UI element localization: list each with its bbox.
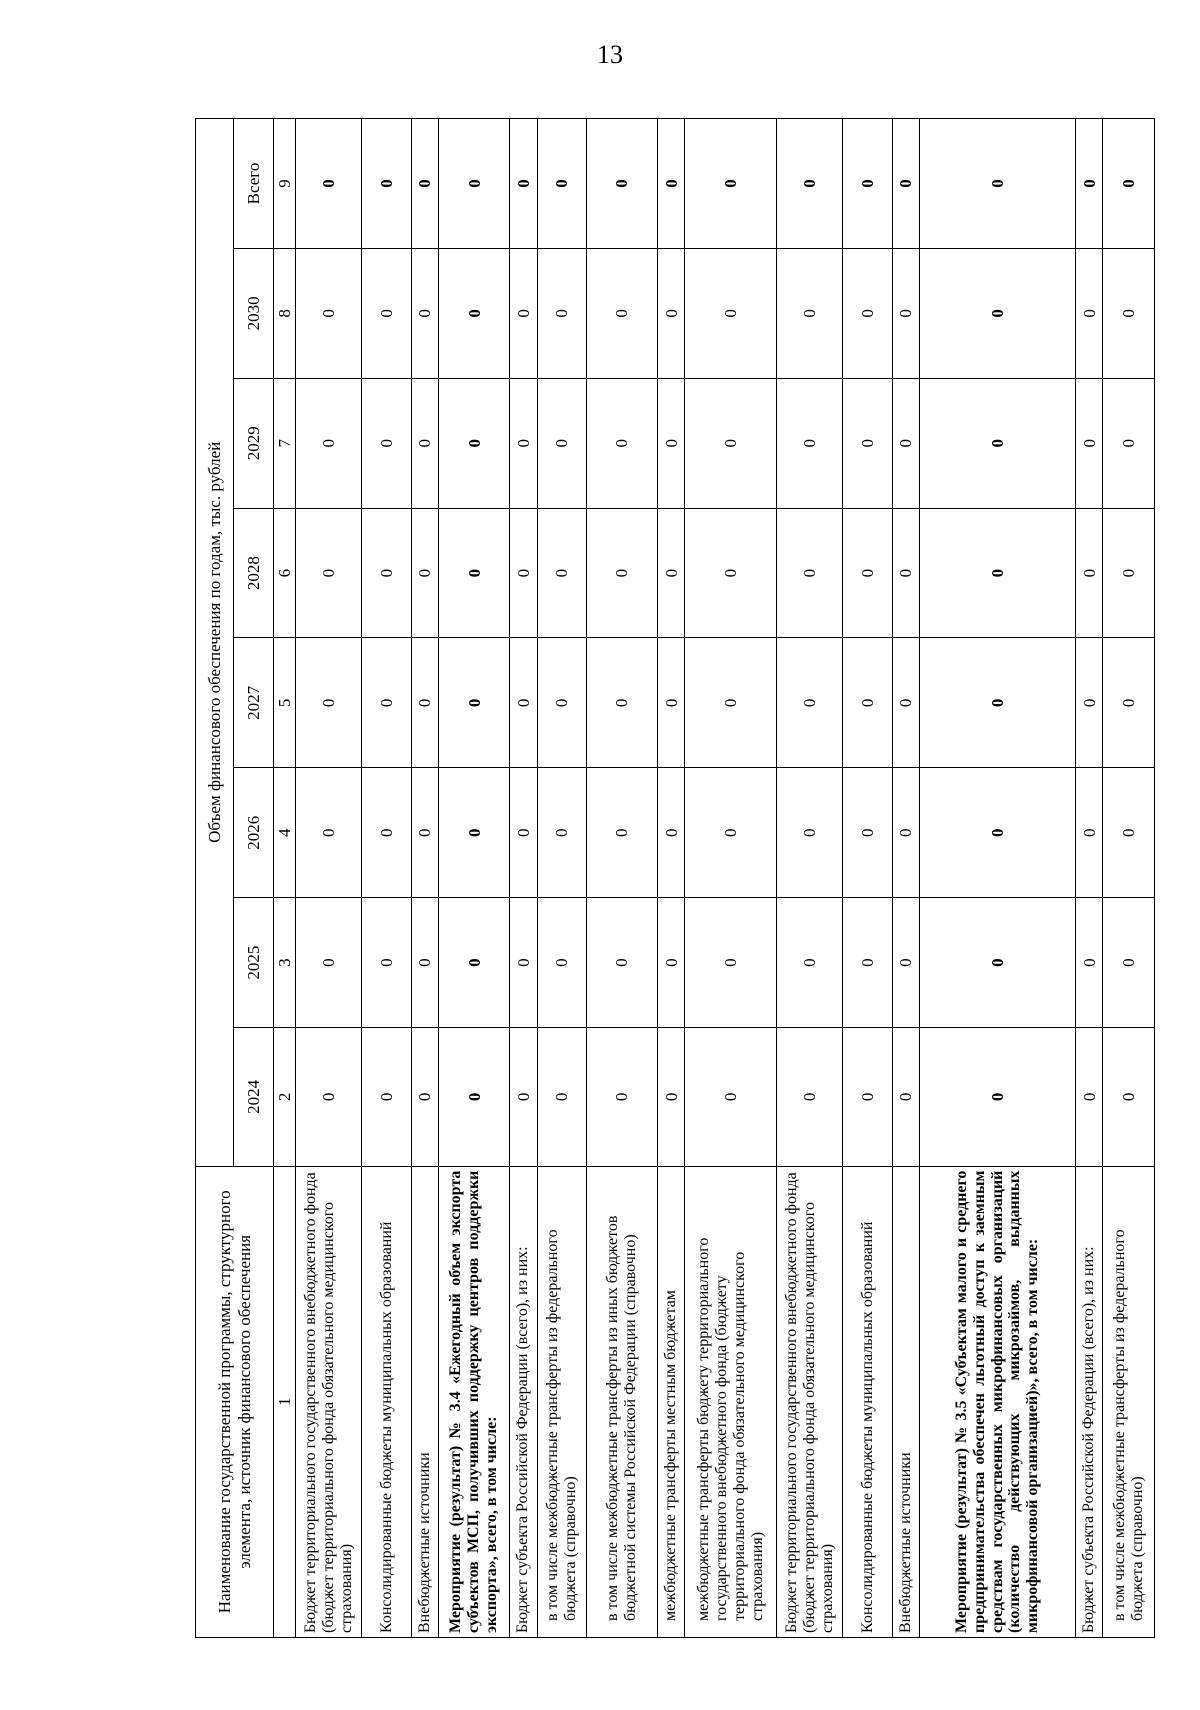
value-cell: 0 <box>685 378 777 508</box>
value-cell: 0 <box>685 768 777 898</box>
value-cell: 0 <box>411 378 438 508</box>
row-name: межбюджетные трансферты бюджету территориального государственного внебюджетного фонда (бюджету территориального фонда обязательного медицинского страхования) <box>685 1166 777 1637</box>
value-cell: 0 <box>439 508 510 638</box>
total-cell: 0 <box>586 119 657 249</box>
value-cell: 0 <box>296 378 362 508</box>
header-year: 2026 <box>234 768 274 898</box>
value-cell: 0 <box>586 638 657 768</box>
value-cell: 0 <box>1103 248 1155 378</box>
table-row <box>920 119 1076 1638</box>
table-row <box>510 119 537 1638</box>
value-cell: 0 <box>362 1028 411 1167</box>
value-cell: 0 <box>510 768 537 898</box>
value-cell: 0 <box>685 248 777 378</box>
row-name: Мероприятие (результат) № 3.5 «Субъектам малого и среднего предпринимательства обеспечен льготный доступ к заемным средствам государственных микрофинансовых организаций (количество действующих микрозаймов, выданных микрофинансовой организацией)», всего, в том числе: <box>920 1166 1076 1637</box>
header-name-cell: Наименование государственной программы, структурного элемента, источник финансового обеспечения <box>196 1166 274 1637</box>
value-cell: 0 <box>920 248 1076 378</box>
column-number: 6 <box>274 508 296 638</box>
column-number: 4 <box>274 768 296 898</box>
total-cell: 0 <box>439 119 510 249</box>
value-cell: 0 <box>657 1028 684 1167</box>
value-cell: 0 <box>1075 898 1102 1028</box>
value-cell: 0 <box>892 898 919 1028</box>
value-cell: 0 <box>362 248 411 378</box>
value-cell: 0 <box>1103 378 1155 508</box>
value-cell: 0 <box>439 378 510 508</box>
row-name: Консолидированные бюджеты муниципальных образований <box>362 1166 411 1637</box>
total-cell: 0 <box>920 119 1076 249</box>
value-cell: 0 <box>537 1028 586 1167</box>
value-cell: 0 <box>362 378 411 508</box>
value-cell: 0 <box>439 898 510 1028</box>
table-row <box>537 119 586 1638</box>
value-cell: 0 <box>586 898 657 1028</box>
value-cell: 0 <box>1075 248 1102 378</box>
page-number: 13 <box>597 40 623 69</box>
row-name: Консолидированные бюджеты муниципальных образований <box>843 1166 892 1637</box>
column-number: 2 <box>274 1028 296 1167</box>
value-cell: 0 <box>1075 768 1102 898</box>
value-cell: 0 <box>685 508 777 638</box>
value-cell: 0 <box>657 768 684 898</box>
value-cell: 0 <box>1103 508 1155 638</box>
value-cell: 0 <box>1103 638 1155 768</box>
value-cell: 0 <box>920 378 1076 508</box>
value-cell: 0 <box>843 638 892 768</box>
value-cell: 0 <box>843 378 892 508</box>
value-cell: 0 <box>776 898 842 1028</box>
value-cell: 0 <box>411 638 438 768</box>
header-year: 2028 <box>234 508 274 638</box>
value-cell: 0 <box>537 898 586 1028</box>
total-cell: 0 <box>776 119 842 249</box>
header-year: 2027 <box>234 638 274 768</box>
total-cell: 0 <box>892 119 919 249</box>
row-name: в том числе межбюджетные трансферты из федерального бюджета (справочно) <box>537 1166 586 1637</box>
value-cell: 0 <box>439 638 510 768</box>
header-year: 2025 <box>234 898 274 1028</box>
value-cell: 0 <box>411 248 438 378</box>
value-cell: 0 <box>892 638 919 768</box>
total-cell: 0 <box>510 119 537 249</box>
total-cell: 0 <box>1103 119 1155 249</box>
table-row <box>685 119 777 1638</box>
value-cell: 0 <box>1103 898 1155 1028</box>
value-cell: 0 <box>657 638 684 768</box>
value-cell: 0 <box>892 1028 919 1167</box>
table-row <box>1075 119 1102 1638</box>
column-number: 1 <box>274 1166 296 1637</box>
table-row <box>586 119 657 1638</box>
row-name: межбюджетные трансферты местным бюджетам <box>657 1166 684 1637</box>
value-cell: 0 <box>1075 638 1102 768</box>
value-cell: 0 <box>411 768 438 898</box>
header-volume-cell: Объем финансового обеспечения по годам, тыс. рублей <box>196 119 234 1167</box>
financing-table <box>195 118 1155 1638</box>
row-name: Бюджет субъекта Российской Федерации (всего), из них: <box>1075 1166 1102 1637</box>
header-year: 2029 <box>234 378 274 508</box>
value-cell: 0 <box>510 1028 537 1167</box>
header-year: 2024 <box>234 1028 274 1167</box>
value-cell: 0 <box>362 508 411 638</box>
value-cell: 0 <box>1075 378 1102 508</box>
value-cell: 0 <box>510 248 537 378</box>
value-cell: 0 <box>1075 1028 1102 1167</box>
column-number: 9 <box>274 119 296 249</box>
value-cell: 0 <box>1103 1028 1155 1167</box>
value-cell: 0 <box>920 508 1076 638</box>
value-cell: 0 <box>892 378 919 508</box>
table-row <box>892 119 919 1638</box>
value-cell: 0 <box>657 508 684 638</box>
value-cell: 0 <box>657 378 684 508</box>
value-cell: 0 <box>439 1028 510 1167</box>
value-cell: 0 <box>892 508 919 638</box>
value-cell: 0 <box>1103 768 1155 898</box>
value-cell: 0 <box>920 768 1076 898</box>
total-cell: 0 <box>296 119 362 249</box>
value-cell: 0 <box>843 898 892 1028</box>
table-row <box>776 119 842 1638</box>
value-cell: 0 <box>362 638 411 768</box>
table-row <box>1103 119 1155 1638</box>
row-name: Бюджет территориального государственного внебюджетного фонда (бюджет территориального фонда обязательного медицинского страхования) <box>776 1166 842 1637</box>
value-cell: 0 <box>776 248 842 378</box>
value-cell: 0 <box>657 248 684 378</box>
value-cell: 0 <box>439 248 510 378</box>
value-cell: 0 <box>843 1028 892 1167</box>
value-cell: 0 <box>586 378 657 508</box>
value-cell: 0 <box>843 508 892 638</box>
column-number-row <box>274 119 296 1638</box>
value-cell: 0 <box>537 768 586 898</box>
total-cell: 0 <box>657 119 684 249</box>
value-cell: 0 <box>510 898 537 1028</box>
value-cell: 0 <box>1075 508 1102 638</box>
value-cell: 0 <box>537 638 586 768</box>
value-cell: 0 <box>685 1028 777 1167</box>
header-year: 2030 <box>234 248 274 378</box>
rotated-table-wrapper <box>195 118 1155 1638</box>
row-name: в том числе межбюджетные трансферты из иных бюджетов бюджетной системы Российской Федерации (справочно) <box>586 1166 657 1637</box>
total-cell: 0 <box>362 119 411 249</box>
value-cell: 0 <box>586 768 657 898</box>
total-cell: 0 <box>843 119 892 249</box>
value-cell: 0 <box>586 508 657 638</box>
value-cell: 0 <box>296 248 362 378</box>
total-cell: 0 <box>411 119 438 249</box>
table-row <box>439 119 510 1638</box>
table-row <box>843 119 892 1638</box>
value-cell: 0 <box>362 898 411 1028</box>
value-cell: 0 <box>411 1028 438 1167</box>
value-cell: 0 <box>920 898 1076 1028</box>
header-total: Всего <box>234 119 274 249</box>
value-cell: 0 <box>685 638 777 768</box>
column-number: 5 <box>274 638 296 768</box>
column-number: 3 <box>274 898 296 1028</box>
value-cell: 0 <box>296 1028 362 1167</box>
value-cell: 0 <box>510 508 537 638</box>
value-cell: 0 <box>362 768 411 898</box>
total-cell: 0 <box>1075 119 1102 249</box>
value-cell: 0 <box>892 768 919 898</box>
value-cell: 0 <box>586 1028 657 1167</box>
value-cell: 0 <box>439 768 510 898</box>
table-row <box>657 119 684 1638</box>
row-name: Внебюджетные источники <box>892 1166 919 1637</box>
value-cell: 0 <box>776 768 842 898</box>
value-cell: 0 <box>411 898 438 1028</box>
row-name: Внебюджетные источники <box>411 1166 438 1637</box>
value-cell: 0 <box>296 768 362 898</box>
value-cell: 0 <box>776 378 842 508</box>
table-row <box>296 119 362 1638</box>
value-cell: 0 <box>843 248 892 378</box>
value-cell: 0 <box>776 508 842 638</box>
value-cell: 0 <box>586 248 657 378</box>
value-cell: 0 <box>296 508 362 638</box>
row-name: Бюджет субъекта Российской Федерации (всего), из них: <box>510 1166 537 1637</box>
column-number: 7 <box>274 378 296 508</box>
value-cell: 0 <box>537 248 586 378</box>
row-name: Мероприятие (результат) № 3.4 «Ежегодный объем экспорта субъектов МСП, получивших поддержку центров поддержки экспорта», всего, в том числе: <box>439 1166 510 1637</box>
value-cell: 0 <box>510 638 537 768</box>
value-cell: 0 <box>920 638 1076 768</box>
value-cell: 0 <box>411 508 438 638</box>
value-cell: 0 <box>776 1028 842 1167</box>
column-number: 8 <box>274 248 296 378</box>
value-cell: 0 <box>296 638 362 768</box>
value-cell: 0 <box>892 248 919 378</box>
table-row <box>411 119 438 1638</box>
value-cell: 0 <box>685 898 777 1028</box>
value-cell: 0 <box>537 378 586 508</box>
value-cell: 0 <box>657 898 684 1028</box>
value-cell: 0 <box>537 508 586 638</box>
row-name: Бюджет территориального государственного внебюджетного фонда (бюджет территориального фонда обязательного медицинского страхования) <box>296 1166 362 1637</box>
value-cell: 0 <box>920 1028 1076 1167</box>
total-cell: 0 <box>685 119 777 249</box>
value-cell: 0 <box>843 768 892 898</box>
value-cell: 0 <box>510 378 537 508</box>
value-cell: 0 <box>296 898 362 1028</box>
value-cell: 0 <box>776 638 842 768</box>
row-name: в том числе межбюджетные трансферты из федерального бюджета (справочно) <box>1103 1166 1155 1637</box>
total-cell: 0 <box>537 119 586 249</box>
table-row <box>362 119 411 1638</box>
